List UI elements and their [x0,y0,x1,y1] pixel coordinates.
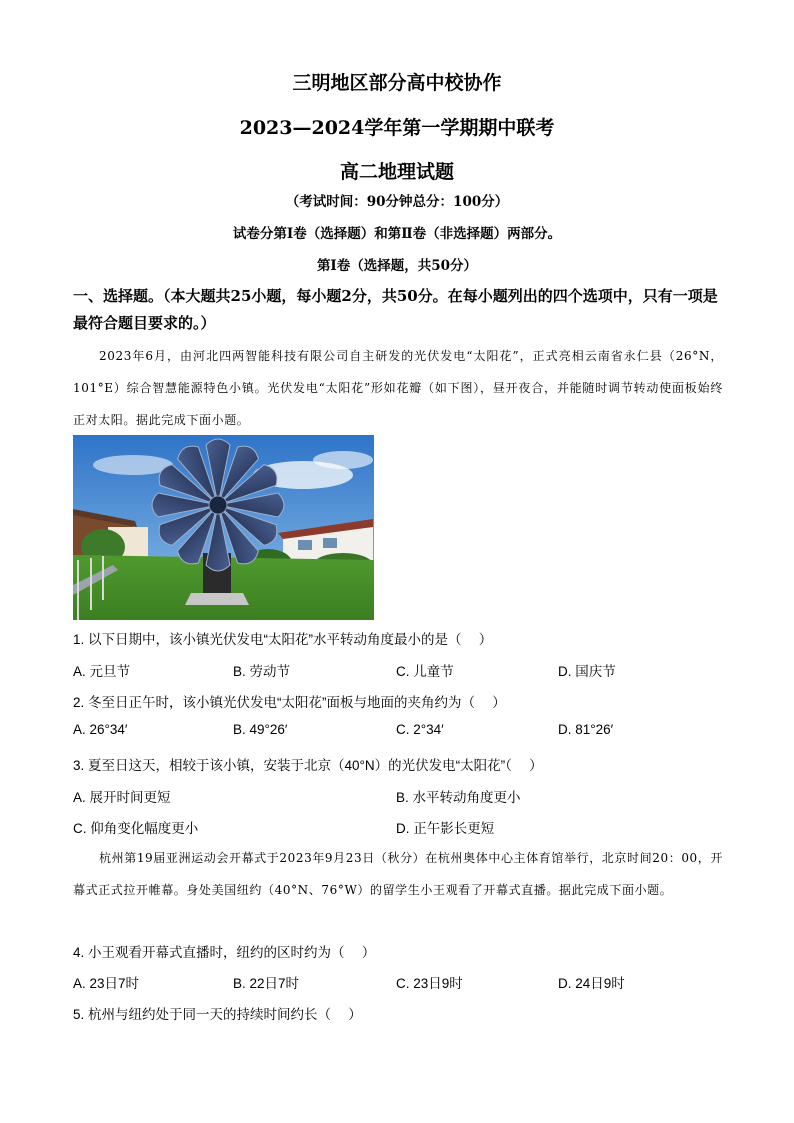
question-1-stem: 1. 以下日期中，该小镇光伏发电“太阳花”水平转动角度最小的是（ ） [73,632,493,647]
q1-option-a: A. 元旦节 [73,664,131,679]
question-2-stem: 2. 冬至日正午时，该小镇光伏发电“太阳花”面板与地面的夹角约为（ ） [73,695,506,710]
q1-option-d: D. 国庆节 [558,664,616,679]
q3-option-c: C. 仰角变化幅度更小 [73,821,199,836]
q4-option-a: A. 23日7时 [73,976,140,991]
paper-composition: 试卷分第Ⅰ卷（选择题）和第Ⅱ卷（非选择题）两部分。 [232,226,562,242]
q3-option-d: D. 正午影长更短 [396,821,495,836]
q2-option-c: C. 2°34′ [396,722,444,737]
q2-option-b: B. 49°26′ [233,722,288,737]
question-4-stem: 4. 小王观看开幕式直播时，纽约的区时约为（ ） [73,945,376,960]
q4-option-c: C. 23日9时 [396,976,463,991]
q1-option-c: C. 儿童节 [396,664,454,679]
q1-option-b: B. 劳动节 [233,664,291,679]
section1-instructions: 一、选择题。（本大题共25小题，每小题2分，共50分。在每小题列出的四个选项中，只有一项是最符合题目要求的。） [73,287,718,332]
exam-title: 2023—2024学年第一学期期中联考 [239,117,555,139]
q3-option-a: A. 展开时间更短 [73,790,171,805]
part1-heading: 第Ⅰ卷（选择题，共50分） [316,258,478,274]
q3-option-b: B. 水平转动角度更小 [396,790,521,805]
q2-option-d: D. 81°26′ [558,722,614,737]
school-title: 三明地区部分高中校协作 [292,72,502,94]
subject-title: 高二地理试题 [339,161,454,183]
question-5-stem: 5. 杭州与纽约处于同一天的持续时间约长（ ） [73,1007,362,1022]
material1-text: 2023年6月，由河北四两智能科技有限公司自主研发的光伏发电“太阳花”，正式亮相云南省永仁县（26°N，101°E）综合智慧能源特色小镇。光伏发电“太阳花”形如花瓣（如下图），昼开夜合，并能随时调节转动使面板始终正对太阳。据此完成下面小题。 [73,349,723,427]
time-info: （考试时间：90分钟总分：100分） [285,194,509,210]
q2-option-a: A. 26°34′ [73,722,128,737]
material2-text: 杭州第19届亚洲运动会开幕式于2023年9月23日（秋分）在杭州奥体中心主体育馆举行，北京时间20：00，开幕式正式拉开帷幕。身处美国纽约（40°N、76°W）的留学生小王观看了开幕式直播。据此完成下面小题。 [73,851,723,897]
sunflower-solar-photo [73,435,374,620]
q4-option-b: B. 22日7时 [233,976,300,991]
q4-option-d: D. 24日9时 [558,976,625,991]
question-3-stem: 3. 夏至日这天，相较于该小镇，安装于北京（40°N）的光伏发电“太阳花”（ ） [73,758,543,773]
